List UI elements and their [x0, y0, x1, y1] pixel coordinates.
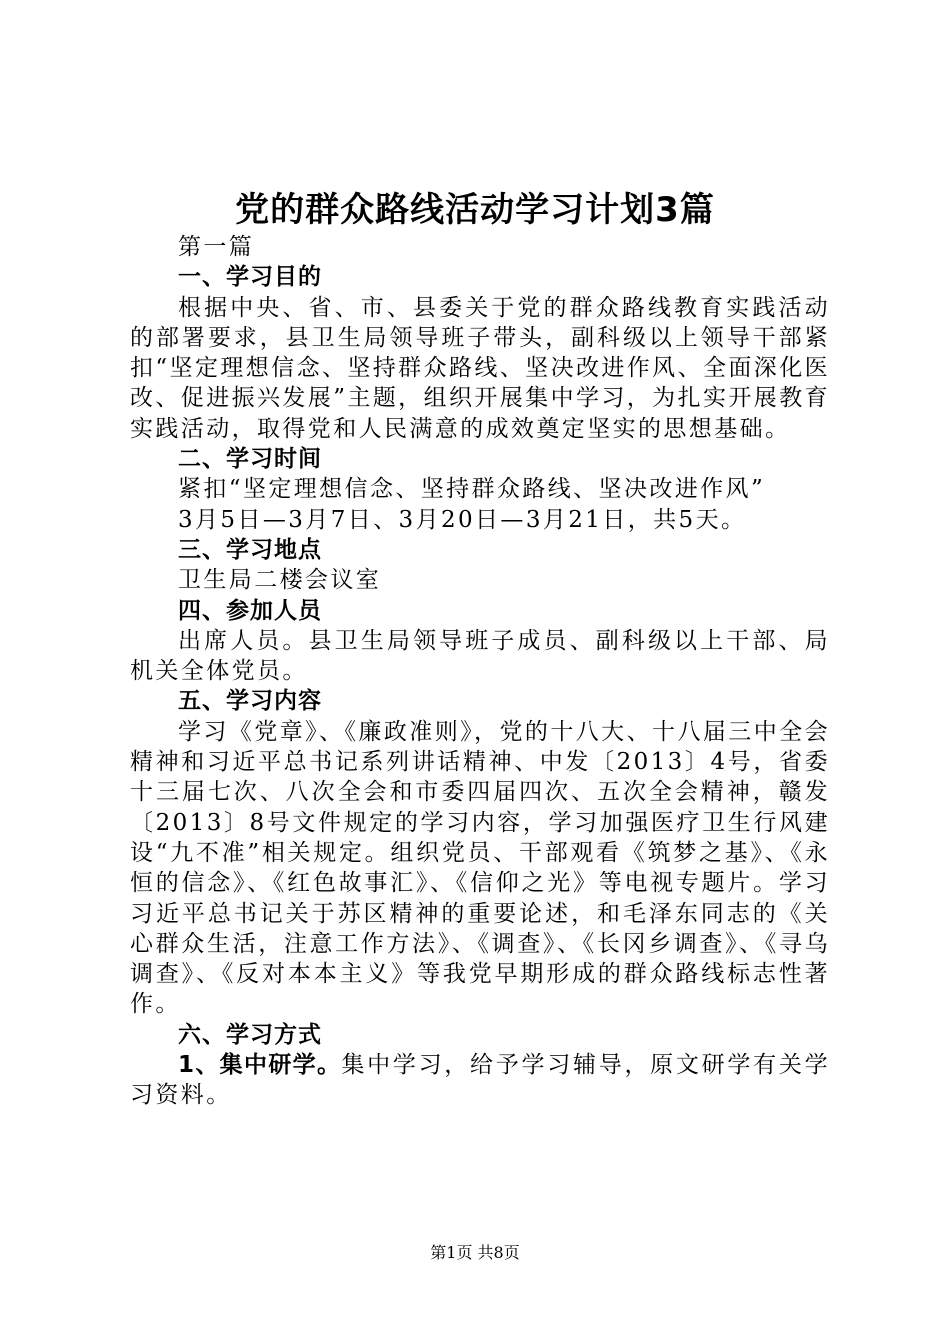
section-body-participants: 出席人员。县卫生局领导班子成员、副科级以上干部、局机关全体党员。 — [130, 627, 830, 685]
document-body — [130, 232, 830, 1111]
section-heading-method: 六、学习方式 — [178, 1021, 322, 1048]
page-footer: 第1页 共8页 — [430, 1243, 520, 1262]
document-title: 党的群众路线活动学习计划3篇 — [235, 190, 715, 230]
section-body-method-item1 — [130, 1050, 830, 1111]
section-heading-time: 二、学习时间 — [178, 446, 322, 473]
section-body-purpose: 根据中央、省、市、县委关于党的群众路线教育实践活动的部署要求，县卫生局领导班子带头，副科级以上领导干部紧扣“坚定理想信念、坚持群众路线、坚决改进作风、全面深化医改、促进振兴发展”主题，组织开展集中学习，为扎实开展教育实践活动，取得党和人民满意的成效奠定坚实的思想基础。 — [130, 294, 830, 442]
section-body-location: 卫生局二楼会议室 — [178, 567, 382, 594]
section-heading-location: 三、学习地点 — [178, 536, 322, 563]
method-item1-text: 集中学习，给予学习辅导，原文研学有关学习资料。 — [130, 1052, 830, 1109]
section-heading-purpose: 一、学习目的 — [178, 264, 322, 291]
section-heading-content: 五、学习内容 — [178, 688, 322, 715]
section-body-time-line2: 3月5日—3月7日、3月20日—3月21日，共5天。 — [178, 506, 747, 533]
method-item1-lead: 1、集中研学。 — [178, 1052, 342, 1079]
part-label: 第一篇 — [178, 234, 255, 260]
section-body-time-line1: 紧扣“坚定理想信念、坚持群众路线、坚决改进作风” — [178, 476, 766, 503]
section-heading-participants: 四、参加人员 — [178, 597, 322, 624]
section-body-content: 学习《党章》、《廉政准则》，党的十八大、十八届三中全会精神和习近平总书记系列讲话精神、中发〔2013〕4号，省委十三届七次、八次全会和市委四届四次、五次全会精神，赣发〔2013〕8号文件规定的学习内容，学习加强医疗卫生行风建设“九不准”相关规定。组织党员、干部观看《筑梦之基》、《永恒的信念》、《红色故事汇》、《信仰之光》等电视专题片。学习习近平总书记关于苏区精神的重要论述，和毛泽东同志的《关心群众生活，注意工作方法》、《调查》、《长冈乡调查》、《寻乌调查》、《反对本本主义》等我党早期形成的群众路线标志性著作。 — [130, 718, 830, 1018]
